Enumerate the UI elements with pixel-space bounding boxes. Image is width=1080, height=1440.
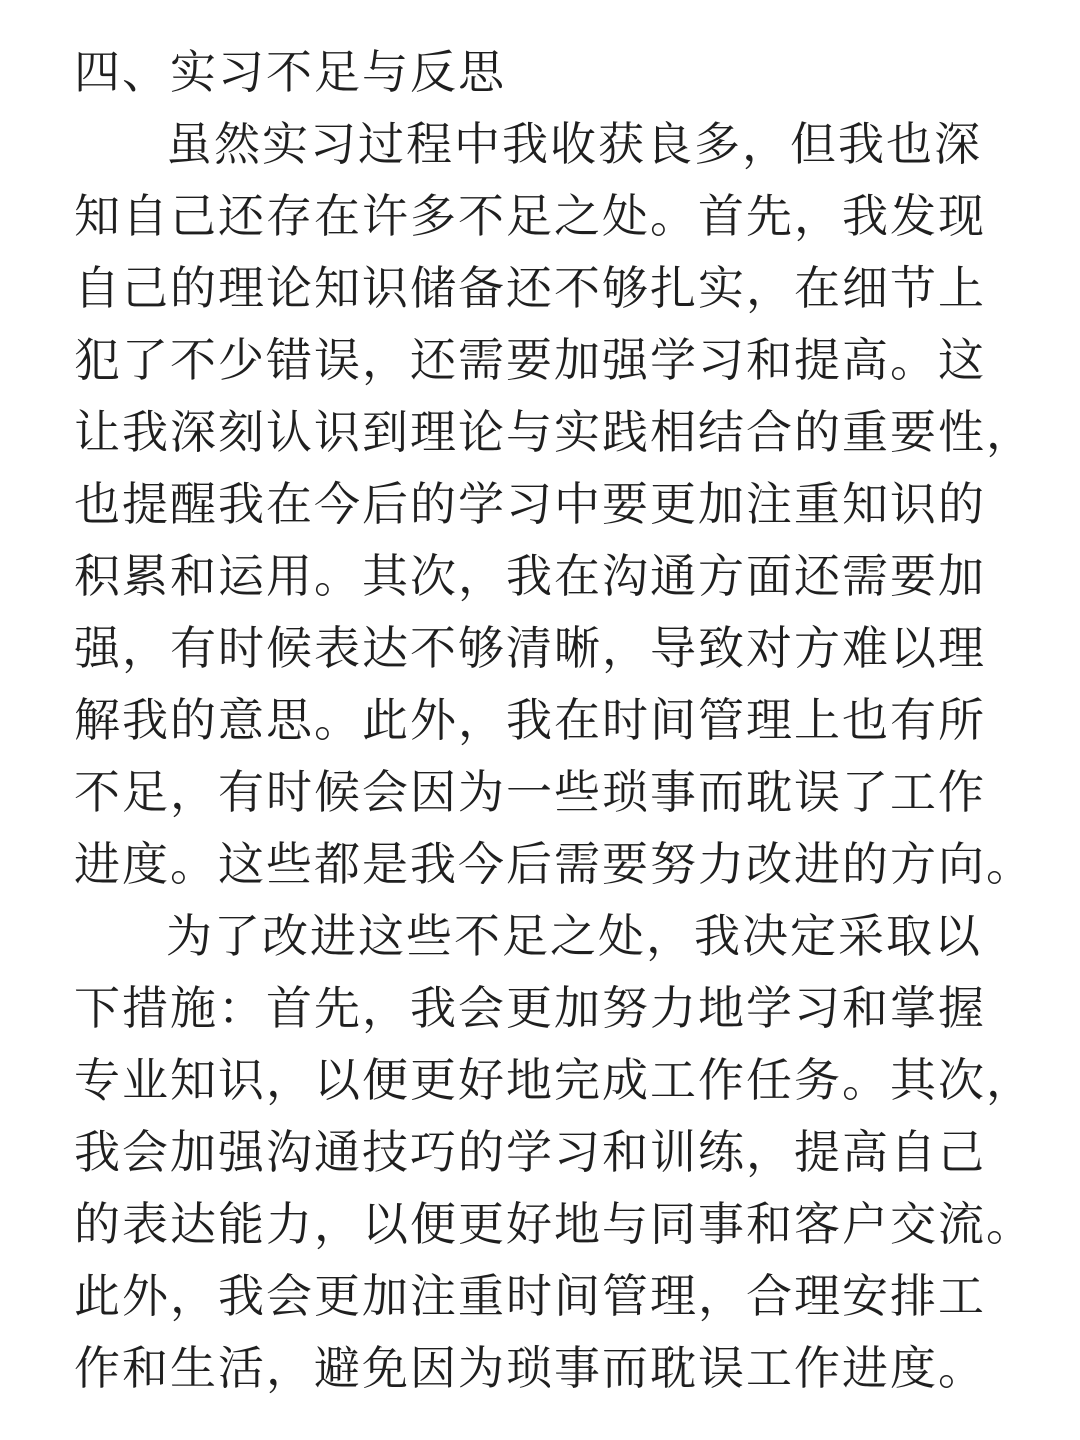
paragraph-line: 自己的理论知识储备还不够扎实，在细节上 [74, 261, 986, 315]
paragraph-line: 进度。这些都是我今后需要努力改进的方向。 [74, 837, 1034, 891]
paragraph-line: 犯了不少错误，还需要加强学习和提高。这 [74, 333, 986, 387]
section-heading: 四、实习不足与反思 [74, 45, 506, 99]
paragraph-line: 也提醒我在今后的学习中要更加注重知识的 [74, 477, 986, 531]
paragraph-line: 积累和运用。其次，我在沟通方面还需要加 [74, 549, 986, 603]
paragraph-line: 为了改进这些不足之处，我决定采取以 [166, 909, 982, 963]
paragraph-line: 的表达能力，以便更好地与同事和客户交流。 [74, 1197, 1034, 1251]
paragraph-line: 下措施：首先，我会更加努力地学习和掌握 [74, 981, 986, 1035]
paragraph-line: 此外，我会更加注重时间管理，合理安排工 [74, 1269, 986, 1323]
paragraph-line: 虽然实习过程中我收获良多，但我也深 [166, 117, 982, 171]
paragraph-line: 让我深刻认识到理论与实践相结合的重要性， [74, 405, 1034, 459]
paragraph-line: 我会加强沟通技巧的学习和训练，提高自己 [74, 1125, 986, 1179]
paragraph-line: 解我的意思。此外，我在时间管理上也有所 [74, 693, 986, 747]
paragraph-line: 不足，有时候会因为一些琐事而耽误了工作 [74, 765, 986, 819]
paragraph-line: 作和生活，避免因为琐事而耽误工作进度。 [74, 1341, 986, 1395]
paragraph-line: 专业知识，以便更好地完成工作任务。其次， [74, 1053, 1034, 1107]
paragraph-line: 强，有时候表达不够清晰，导致对方难以理 [74, 621, 986, 675]
paragraph-line: 知自己还存在许多不足之处。首先，我发现 [74, 189, 986, 243]
